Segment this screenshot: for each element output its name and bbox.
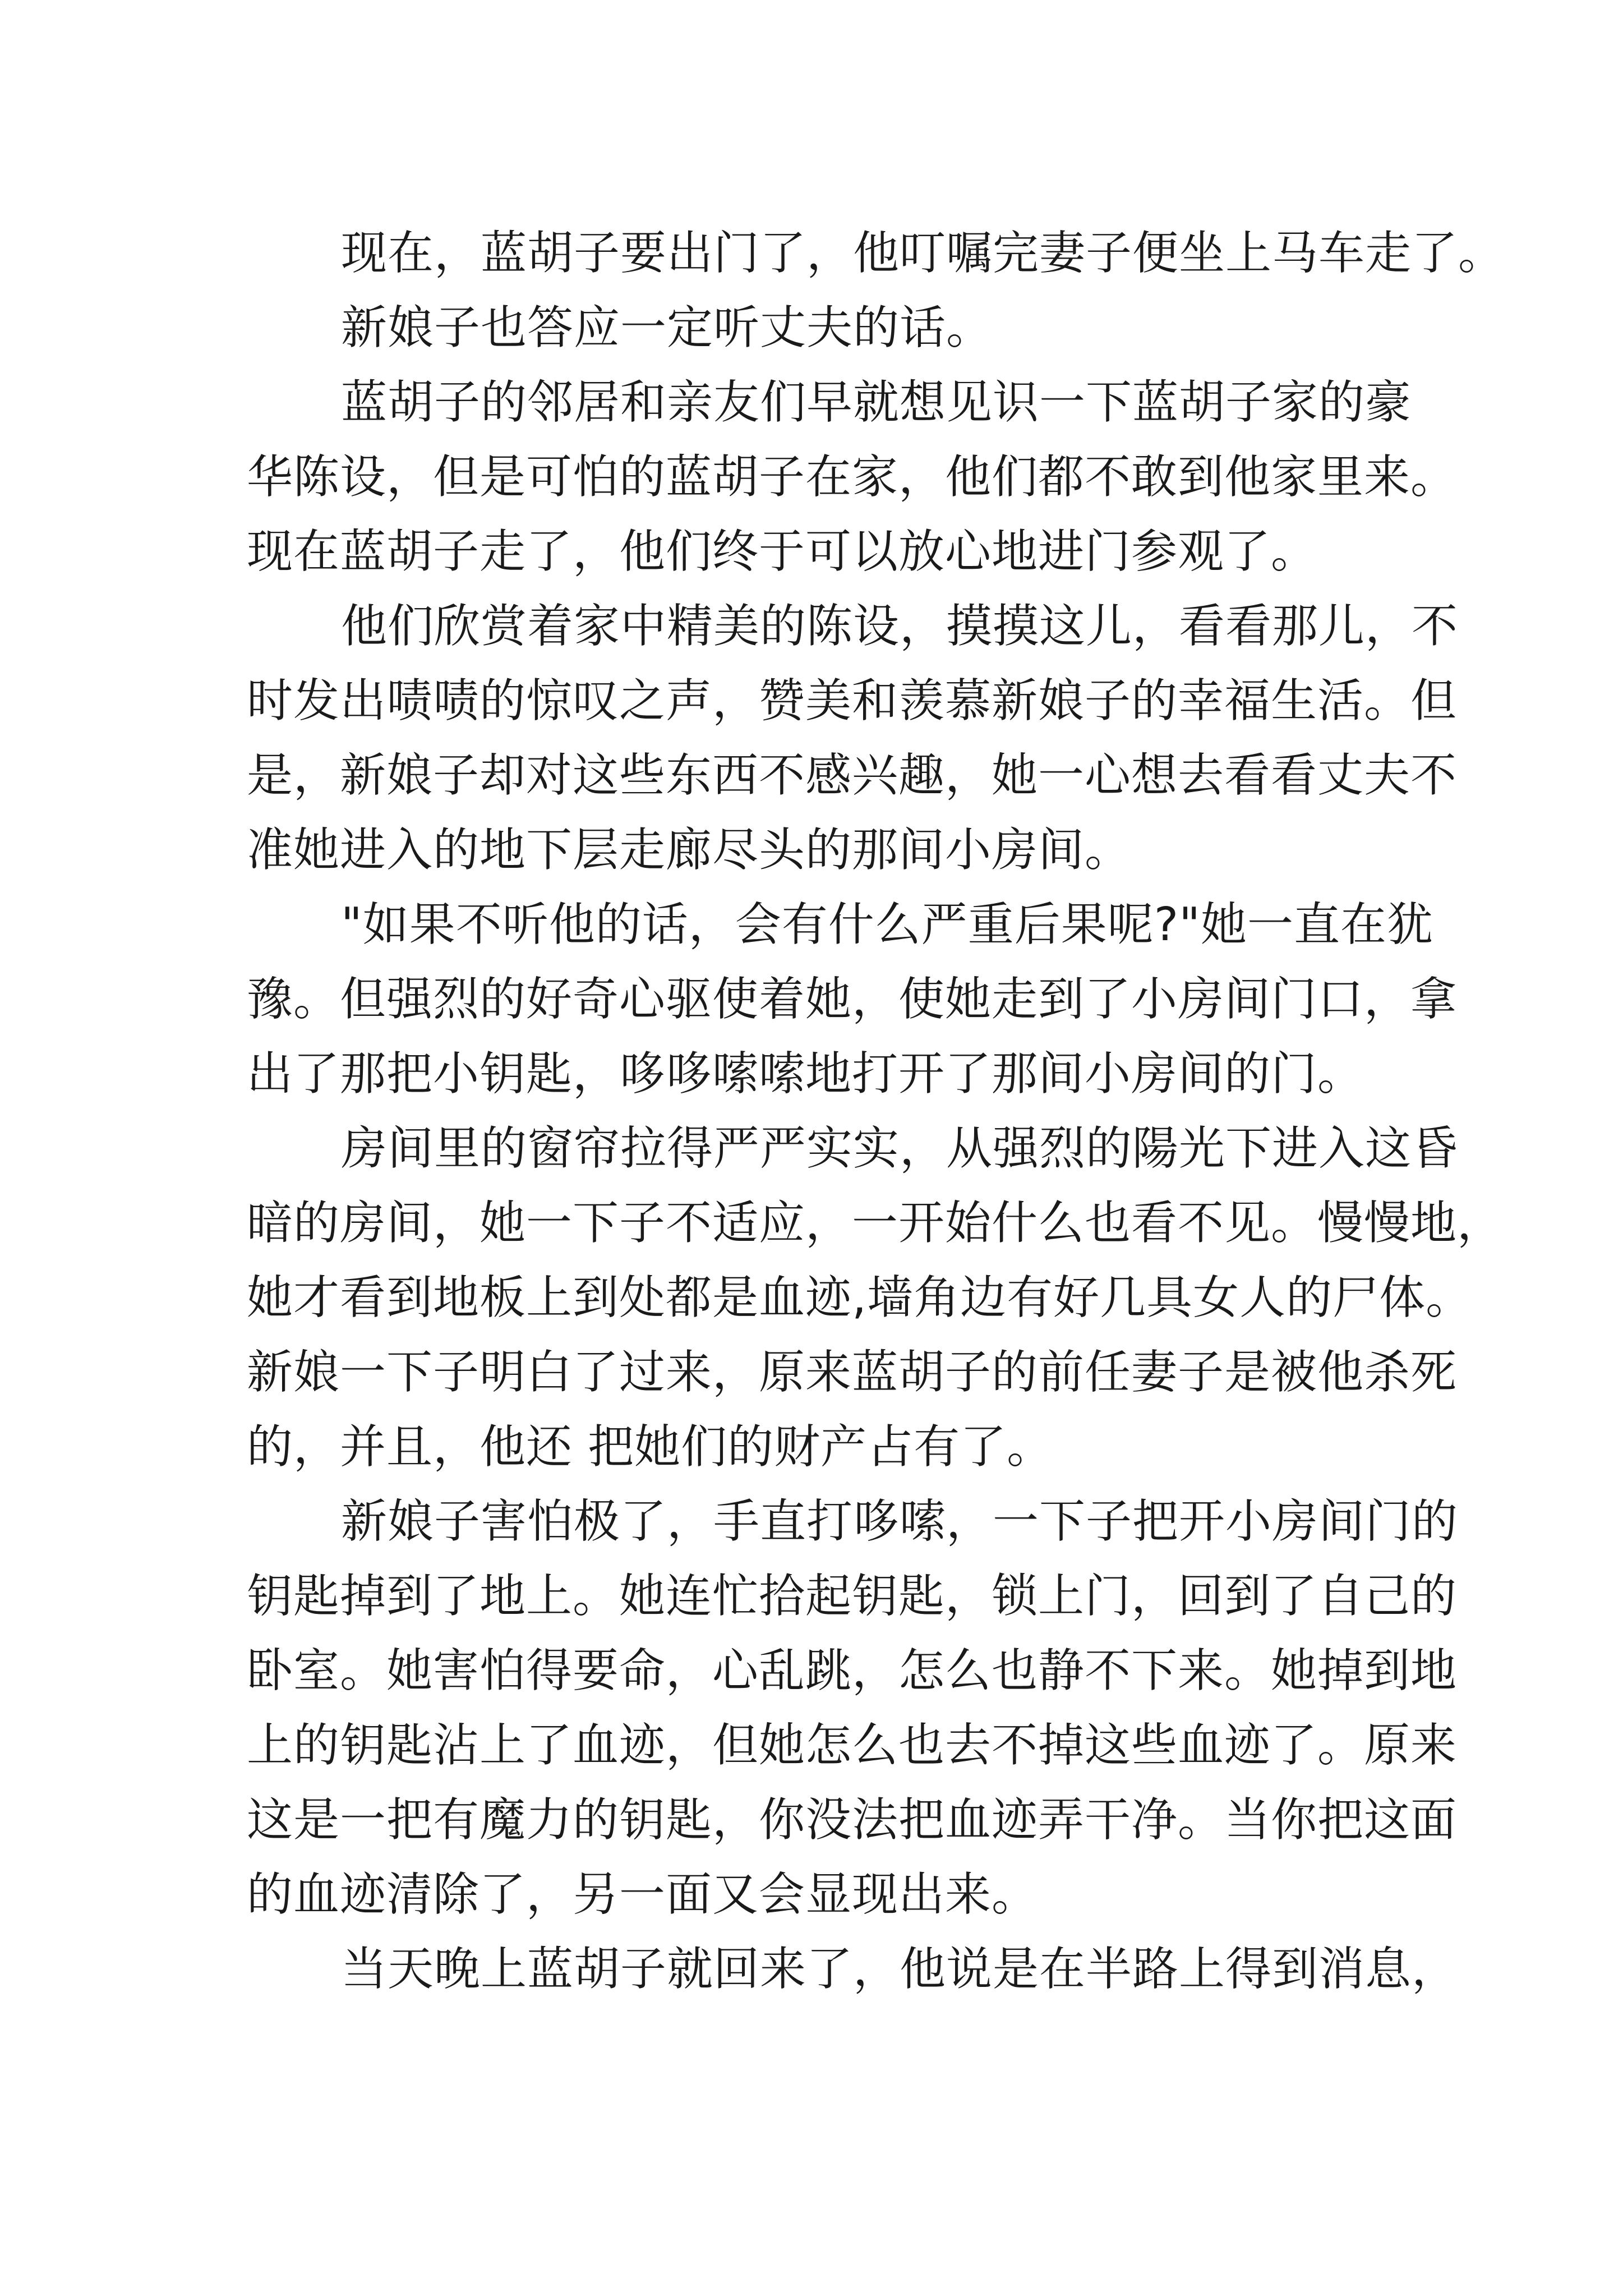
text-line: 上的钥匙沾上了血迹，但她怎么也去不掉这些血迹了。原来 (247, 1719, 1458, 1772)
text-line: 他们欣赏着家中精美的陈设，摸摸这儿，看看那儿，不 (341, 600, 1459, 653)
paragraph (247, 216, 1505, 291)
text-line: "如果不听他的话，会有什么严重后果呢?"她一直在犹 (341, 898, 1433, 951)
paragraph (247, 589, 1459, 887)
text-line: 出了那把小钥匙，哆哆嗦嗦地打开了那间小房间的门。 (247, 1047, 1364, 1101)
text-line: 这是一把有魔力的钥匙，你没法把血迹弄干净。当你把这面 (247, 1793, 1458, 1847)
text-line: 房间里的窗帘拉得严严实实，从强烈的陽光下进入这昏 (341, 1122, 1459, 1175)
text-line: 新娘子害怕极了，手直打哆嗦，一下子把开小房间门的 (341, 1495, 1459, 1548)
paragraph (247, 1111, 1504, 1484)
text-line: 暗的房间，她一下子不适应，一开始什么也看不见。慢慢地， (247, 1197, 1504, 1250)
text-line: 时发出啧啧的惊叹之声，赞美和羡慕新娘子的幸福生活。但 (247, 674, 1458, 728)
document-body (247, 216, 1505, 2007)
text-line: 新娘子也答应一定听丈夫的话。 (341, 301, 993, 355)
text-line: 准她进入的地下层走廊尽头的那间小房间。 (247, 823, 1132, 877)
paragraph (247, 291, 1424, 365)
text-line: 是，新娘子却对这些东西不感兴趣，她一心想去看看丈夫不 (247, 749, 1458, 802)
text-line: 现在，蓝胡子要出门了，他叮嘱完妻子便坐上马车走了。 (341, 227, 1505, 280)
text-line: 当天晚上蓝胡子就回来了，他说是在半路上得到消息， (341, 1943, 1459, 1996)
paragraph (247, 1932, 1459, 2007)
text-line: 豫。但强烈的好奇心驱使着她，使她走到了小房间门口，拿 (247, 973, 1458, 1026)
paragraph (247, 1484, 1459, 1932)
text-line: 卧室。她害怕得要命，心乱跳，怎么也静不下来。她掉到地 (247, 1644, 1458, 1697)
text-line: 现在蓝胡子走了，他们终于可以放心地进门参观了。 (247, 525, 1318, 578)
paragraph (247, 887, 1458, 1111)
text-line: 的血迹清除了，另一面又会显现出来。 (247, 1868, 1039, 1921)
text-line: 华陈设，但是可怕的蓝胡子在家，他们都不敢到他家里来。 (247, 450, 1458, 504)
paragraph (247, 365, 1458, 589)
text-line: 蓝胡子的邻居和亲友们早就想见识一下蓝胡子家的豪 (341, 376, 1412, 429)
text-line: 的，并且，他还 把她们的财产占有了。 (247, 1420, 1054, 1474)
text-line: 她才看到地板上到处都是血迹,墙角边有好几具女人的尸体。 (247, 1271, 1473, 1324)
text-line: 钥匙掉到了地上。她连忙拾起钥匙，锁上门，回到了自己的 (247, 1570, 1458, 1623)
text-line: 新娘一下子明白了过来，原来蓝胡子的前任妻子是被他杀死 (247, 1346, 1458, 1399)
